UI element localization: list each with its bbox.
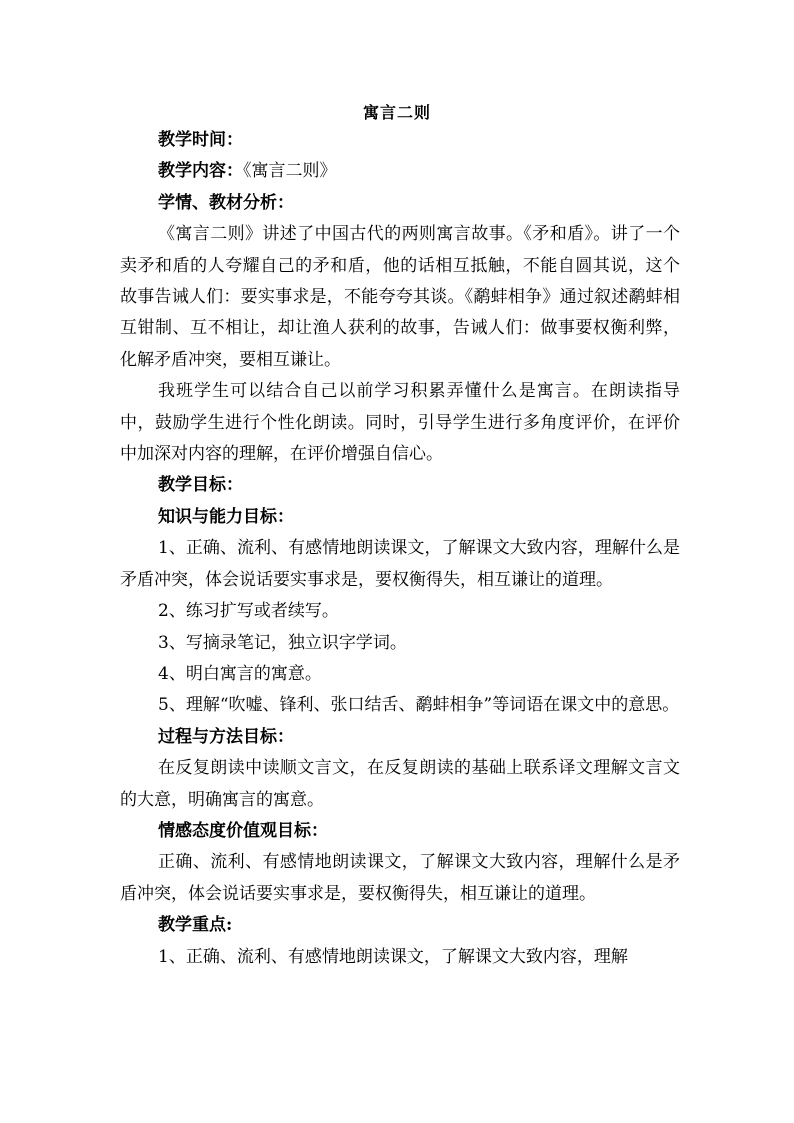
knowledge-goal-item: 5、理解“吹嘘、锋利、张口结舌、鹬蚌相争”等词语在课文中的意思。 [158, 695, 680, 716]
key-points-text: 1、正确、流利、有感情地朗读课文，了解课文大致内容，理解 [158, 946, 628, 967]
goals-heading: 教学目标： [158, 475, 243, 496]
analysis-heading: 学情、教材分析： [158, 192, 294, 213]
teaching-content-label: 教学内容： [158, 161, 243, 182]
analysis-paragraph-1: 《寓言二则》讲述了中国古代的两则寓言故事。《矛和盾》。讲了一个卖矛和盾的人夸耀自己的矛和盾，他的话相互抵触，不能自圆其说，这个故事告诫人们：要实事求是，不能夸夸其谈。《鹬蚌相争》通过叙述鹬蚌相互钳制、互不相让，却让渔人获利的故事，告诫人们：做事要权衡利弊，化解矛盾冲突，要相互谦让。 [120, 224, 680, 370]
teaching-content-value: 《寓言二则》 [243, 161, 337, 182]
knowledge-goal-item: 1、正确、流利、有感情地朗读课文，了解课文大致内容，理解什么是矛盾冲突，体会说话要实事求是，要权衡得失，相互谦让的道理。 [120, 538, 680, 590]
emotion-goals-heading: 情感态度价值观目标： [158, 820, 328, 841]
document-body [120, 125, 680, 973]
knowledge-goal-item: 3、写摘录笔记，独立识字学词。 [158, 632, 407, 653]
teaching-time-heading: 教学时间： [158, 130, 243, 150]
teaching-content-line [120, 156, 680, 187]
document-title: 寓言二则 [362, 103, 431, 122]
analysis-paragraph-2: 我班学生可以结合自己以前学习积累弄懂什么是寓言。在朗读指导中，鼓励学生进行个性化朗读。同时，引导学生进行多角度评价，在评价中加深对内容的理解，在评价增强自信心。 [120, 381, 680, 465]
key-points-heading: 教学重点: [158, 915, 233, 936]
emotion-goals-text: 正确、流利、有感情地朗读课文，了解课文大致内容，理解什么是矛盾冲突，体会说话要实事求是，要权衡得失，相互谦让的道理。 [120, 852, 680, 904]
process-goals-heading: 过程与方法目标： [158, 726, 294, 747]
knowledge-goal-item: 4、明白寓言的寓意。 [158, 663, 322, 684]
knowledge-goal-item: 2、练习扩写或者续写。 [158, 601, 339, 622]
process-goals-text: 在反复朗读中读顺文言文，在反复朗读的基础上联系译文理解文言文的大意，明确寓言的寓意。 [120, 758, 680, 810]
knowledge-goals-heading: 知识与能力目标： [158, 506, 294, 527]
